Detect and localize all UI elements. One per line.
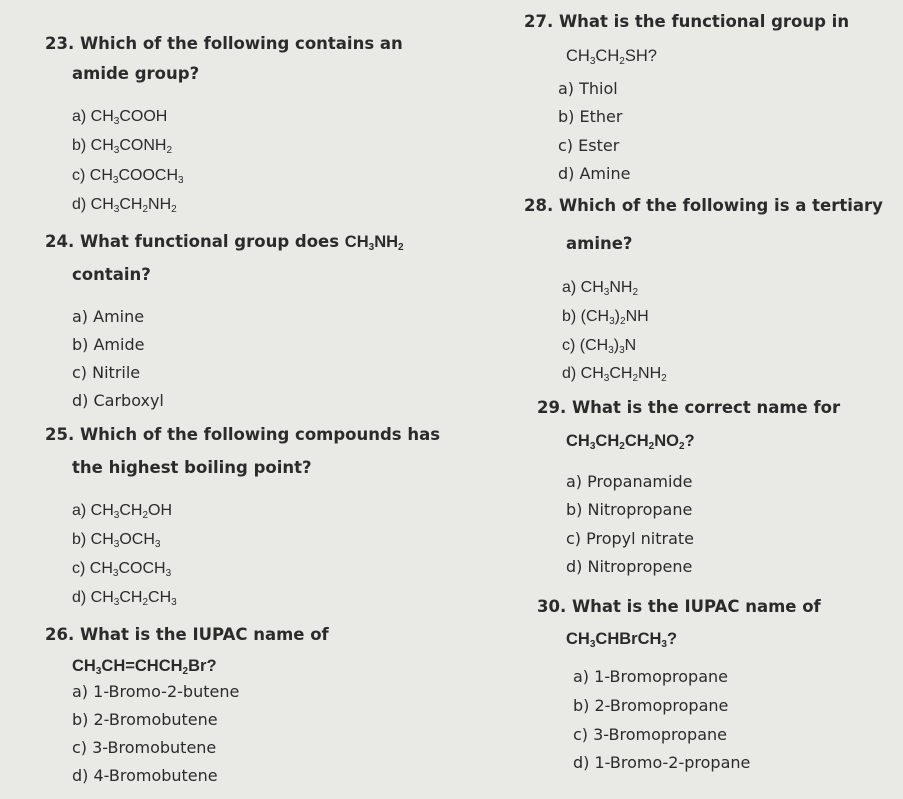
formula-text: CH [595,47,620,65]
formula-text: COOCH [118,167,179,184]
q23-option-d [72,195,177,215]
formula-text: CH [90,137,114,154]
option-label: d) [72,589,91,606]
formula-text: NH [374,233,399,251]
q24-option-b: b) Amide [72,335,145,354]
q25-option-b [72,530,160,550]
q28-prompt-line2: amine? [566,234,633,253]
formula-subscript: 2 [142,597,149,608]
formula-subscript: 2 [632,287,639,298]
q28-prompt-line1: 28. Which of the following is a tertiary [524,196,883,215]
formula-text: CH [566,47,590,65]
formula-text: CH [89,560,113,577]
formula-text: CH [90,589,114,606]
option-label: b) [72,531,91,548]
formula-text: COCH [118,560,166,577]
q27-option-b: b) Ether [558,107,623,126]
q26-prompt-line1: 26. What is the IUPAC name of [45,625,329,644]
option-label: d) [562,365,581,382]
formula-text: CH [119,196,143,213]
formula-text: CH [119,589,143,606]
formula-text: CH [90,108,114,125]
formula-subscript: 3 [113,145,120,156]
formula-text: CH [580,365,604,382]
formula-subscript: 2 [620,316,626,327]
option-label: a) [72,502,91,519]
formula-subscript: 2 [142,510,149,521]
option-label: c) [72,560,90,577]
formula-subscript: 3 [95,666,102,677]
formula-subscript: 3 [589,441,596,452]
formula-text: CH [609,365,633,382]
q24-prompt-formula [345,233,404,251]
q25-option-d [72,588,177,608]
formula-text: NH [148,196,172,213]
formula-text: (CH [579,337,609,354]
formula-subscript: 2 [661,373,667,384]
formula-subscript: 3 [589,639,596,650]
q24-option-a: a) Amine [72,307,145,326]
q26-option-c: c) 3-Bromobutene [72,738,217,757]
formula-text: CH [90,502,114,519]
formula-text: CH=CHCH [101,657,183,675]
formula-text: COOH [119,108,168,125]
q27-prompt-formula [566,46,657,66]
formula-subscript: 2 [142,204,149,215]
formula-subscript: 3 [113,116,120,127]
formula-text: CH [344,233,369,251]
formula-subscript: 3 [112,175,119,186]
q28-option-c [562,336,636,356]
q25-option-a [72,501,172,521]
q30-prompt-formula [566,629,677,649]
formula-text: (CH [580,308,610,325]
formula-text: ? [684,432,695,450]
q29-option-a: a) Propanamide [566,472,693,491]
formula-subscript: 3 [603,373,610,384]
q30-prompt-line1: 30. What is the IUPAC name of [537,597,821,616]
formula-text: NH [638,365,662,382]
q25-prompt-line2: the highest boiling point? [72,458,312,477]
q23-option-b [72,136,172,156]
formula-text: CH [89,167,113,184]
formula-text: CH [624,432,649,450]
formula-subscript: 3 [113,204,120,215]
q23-prompt-line2: amide group? [72,64,200,83]
formula-text: CH [90,196,114,213]
formula-subscript: 3 [589,56,596,67]
option-label: b) [562,308,581,325]
formula-text: SH? [624,47,657,65]
q23-option-a [72,107,167,127]
formula-subscript: 3 [154,539,161,550]
formula-subscript: 3 [178,175,184,186]
q30-option-a: a) 1-Bromopropane [573,667,728,686]
formula-text: NH [625,308,649,325]
q24-prompt-line1 [45,232,404,252]
formula-text: N [624,337,637,354]
formula-text: NH [609,279,633,296]
q29-prompt-formula [566,431,695,451]
q24-prompt-text: 24. What functional group does [45,232,345,251]
q30-option-c: c) 3-Bromopropane [573,725,727,744]
q24-option-c: c) Nitrile [72,363,141,382]
formula-subscript: 3 [113,539,120,550]
formula-subscript: 3 [165,568,172,579]
option-label: b) [72,137,91,154]
option-label: d) [72,196,91,213]
formula-text: CH [566,432,590,450]
q29-prompt-line1: 29. What is the correct name for [537,398,841,417]
formula-subscript: 3 [368,242,375,253]
q24-prompt-line2: contain? [72,265,151,284]
q23-option-c [72,166,184,186]
formula-text: CONH [119,137,167,154]
formula-subscript: 2 [678,441,685,452]
q27-option-a: a) Thiol [558,79,618,98]
formula-subscript: 2 [619,56,625,67]
formula-subscript: 3 [608,345,614,356]
formula-subscript: 2 [648,441,655,452]
formula-subscript: 2 [632,373,639,384]
formula-text: CH [595,432,620,450]
formula-subscript: 3 [113,510,120,521]
q25-prompt-line1: 25. Which of the following compounds has [45,425,441,444]
q30-option-d: d) 1-Bromo-2-propane [573,753,751,772]
q27-option-d: d) Amine [558,164,631,183]
formula-subscript: 3 [113,597,120,608]
q27-option-c: c) Ester [558,136,620,155]
formula-text: ) [613,337,620,354]
formula-text: CHBrCH [595,630,662,648]
q24-option-d: d) Carboxyl [72,391,164,410]
q26-option-b: b) 2-Bromobutene [72,710,218,729]
formula-subscript: 3 [112,568,119,579]
q29-option-d: d) Nitropropene [566,557,693,576]
formula-text: CH [72,657,96,675]
formula-text: Br? [188,657,217,675]
formula-text: ? [666,630,678,648]
formula-text: OCH [119,531,155,548]
formula-text: ) [614,308,620,325]
formula-subscript: 2 [166,145,173,156]
formula-subscript: 3 [171,597,177,608]
q28-option-b [562,307,649,327]
formula-subscript: 2 [171,204,177,215]
option-label: c) [562,337,580,354]
option-label: c) [72,167,90,184]
formula-subscript: 2 [398,242,404,253]
formula-subscript: 3 [609,316,615,327]
option-label: a) [72,108,91,125]
formula-subscript: 2 [182,666,189,677]
formula-subscript: 3 [661,639,667,650]
q27-prompt-line1: 27. What is the functional group in [524,12,850,31]
formula-text: NO [654,432,679,450]
formula-text: CH [566,630,590,648]
formula-text: OH [148,502,173,519]
q28-option-a [562,278,638,298]
q28-option-d [562,364,667,384]
q26-option-a: a) 1-Bromo-2-butene [72,682,240,701]
formula-subscript: 2 [619,441,625,452]
formula-text: CH [148,589,172,606]
formula-text: CH [119,502,143,519]
q25-option-c [72,559,171,579]
formula-text: CH [90,531,114,548]
q26-option-d: d) 4-Bromobutene [72,766,218,785]
q26-prompt-formula [72,656,217,676]
formula-subscript: 3 [603,287,610,298]
formula-subscript: 3 [619,345,625,356]
q23-prompt-line1: 23. Which of the following contains an [45,34,403,53]
formula-text: CH [580,279,604,296]
q30-option-b: b) 2-Bromopropane [573,696,729,715]
q29-option-b: b) Nitropropane [566,500,693,519]
q29-option-c: c) Propyl nitrate [566,529,695,548]
option-label: a) [562,279,581,296]
